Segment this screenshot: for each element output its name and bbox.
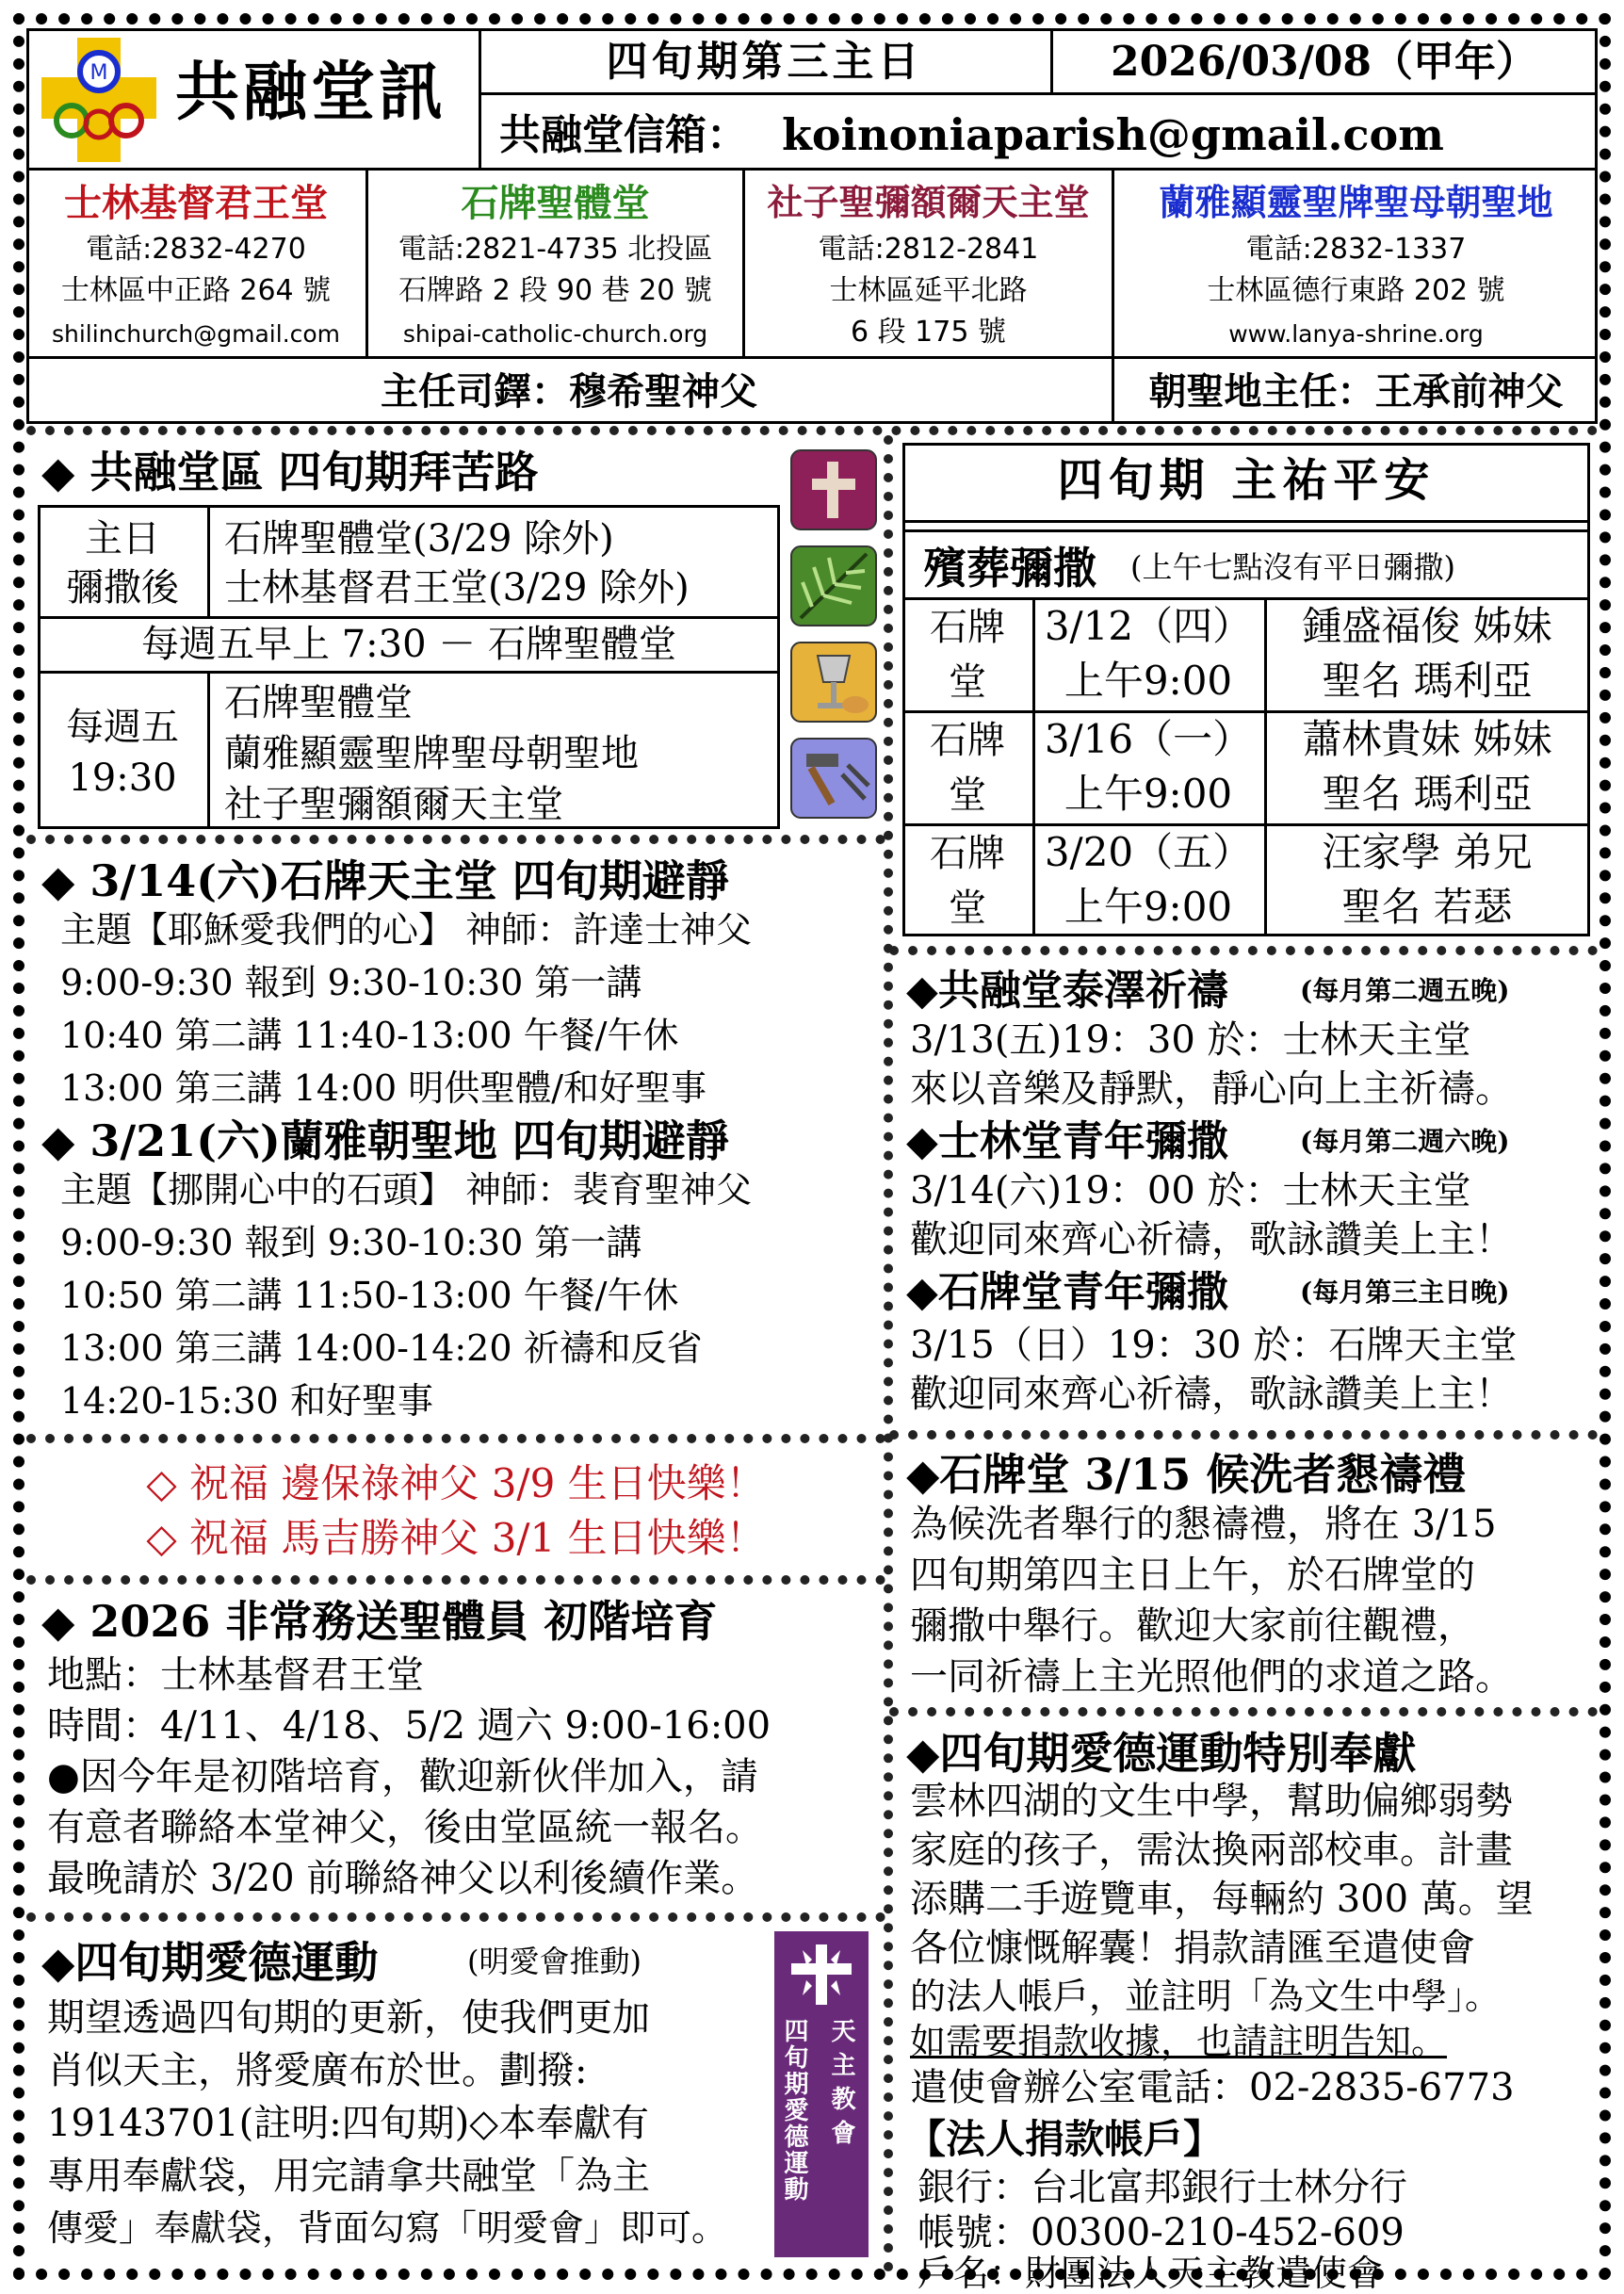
training-note: 有意者聯絡本堂神父，後由堂區統一報名。 <box>47 1806 763 1849</box>
event-heading: ◆石牌堂青年彌撒 <box>906 1268 1228 1316</box>
section-title: ◆石牌堂 3/15 候洗者懇禱禮 <box>906 1449 1467 1500</box>
funeral-place: 石牌 <box>930 832 1005 875</box>
catechumen-text: 為候洗者舉行的懇禱禮，將在 3/15 <box>910 1503 1497 1546</box>
training-time: 時間：4/11、4/18、5/2 週六 9:00-16:00 <box>47 1704 771 1748</box>
church-name: 士林基督君王堂 <box>64 181 328 225</box>
section-divider <box>889 1707 1598 1716</box>
catechumen-text: 彌撒中舉行。歡迎大家前往觀禮， <box>910 1604 1475 1648</box>
funeral-time: 上午9:00 <box>1064 771 1233 817</box>
sunday-title: 四旬期第三主日 <box>606 38 923 86</box>
stations-label: 主日 <box>85 517 160 561</box>
funeral-date: 3/12（四） <box>1044 603 1253 649</box>
stations-location: 石牌聖體堂(3/29 除外) <box>224 517 614 561</box>
church-address: 士林區德行東路 202 號 <box>1207 274 1505 307</box>
mailbox-label: 共融堂信箱： <box>499 111 748 159</box>
donation-text: 如需要捐款收據，也請註明告知。 <box>910 2021 1448 2062</box>
event-frequency: (每月第二週五晚) <box>1300 975 1510 1006</box>
event-detail: 歡迎同來齊心祈禱，歌詠讚美上主！ <box>910 1218 1513 1261</box>
section-divider <box>889 1430 1598 1440</box>
account-title: 【法人捐款帳戶】 <box>906 2116 1224 2162</box>
training-note: ●因今年是初階培育，歡迎新伙伴加入，請 <box>47 1755 758 1798</box>
funeral-date: 3/16（一） <box>1044 716 1253 762</box>
newsletter-title: 共融堂訊 <box>175 55 447 130</box>
donation-text: 家庭的孩子，需汰換兩部校車。計畫 <box>910 1829 1513 1872</box>
charity-text: 肖似天主，將愛廣布於世。劃撥: <box>47 2049 588 2092</box>
column-divider <box>884 435 893 2272</box>
bank-name: 銀行：台北富邦銀行士林分行 <box>918 2166 1407 2209</box>
funeral-place: 堂 <box>949 773 986 817</box>
charity-text: 傳愛」奉獻袋，背面勾寫「明愛會」即可。 <box>47 2207 728 2249</box>
main-pastor: 主任司鐸：穆希聖神父 <box>381 369 757 414</box>
charity-text: 期望透過四旬期的更新，使我們更加 <box>47 1996 650 2040</box>
section-title: ◆ 共融堂區 四旬期拜苦路 <box>41 447 539 497</box>
section-title: ◆ 2026 非常務送聖體員 初階培育 <box>41 1596 718 1647</box>
bank-account-number: 帳號：00300-210-452-609 <box>918 2211 1405 2254</box>
mailbox-email[interactable]: koinoniaparish@gmail.com <box>782 109 1444 160</box>
retreat-schedule: 13:00 第三講 14:00-14:20 祈禱和反省 <box>60 1327 703 1369</box>
church-phone: 電話:2821-4735 北投區 <box>398 233 713 266</box>
funeral-place: 堂 <box>949 887 986 930</box>
retreat-schedule: 9:00-9:30 報到 9:30-10:30 第一講 <box>60 1222 642 1263</box>
office-phone: 遣使會辦公室電話：02-2835-6773 <box>910 2066 1515 2109</box>
church-address: 士林區中正路 264 號 <box>60 274 332 307</box>
event-frequency: (每月第二週六晚) <box>1300 1126 1510 1157</box>
section-divider <box>889 946 1598 955</box>
chalice-bread-icon <box>789 641 878 724</box>
event-detail: 歡迎同來齊心祈禱，歌詠讚美上主！ <box>910 1373 1513 1416</box>
deceased-saint-name: 聖名 若瑟 <box>1341 884 1513 930</box>
church-address: 士林區延平北路 <box>829 274 1028 307</box>
deceased-saint-name: 聖名 瑪利亞 <box>1322 658 1533 704</box>
birthday-wish: ◇ 祝福 馬吉勝神父 3/1 生日快樂！ <box>146 1515 766 1561</box>
ashes-cross-icon <box>789 448 878 531</box>
charity-text: 19143701(註明:四旬期)◇本奉獻有 <box>47 2102 650 2145</box>
stations-location: 蘭雅顯靈聖牌聖母朝聖地 <box>224 732 639 775</box>
church-email[interactable]: shilinchurch@gmail.com <box>51 320 341 348</box>
header-separator <box>26 426 1598 435</box>
training-note: 最晚請於 3/20 前聯絡神父以利後續作業。 <box>47 1857 759 1900</box>
stations-label: 19:30 <box>68 757 177 800</box>
event-heading: ◆共融堂泰澤祈禱 <box>906 967 1228 1015</box>
stations-label: 每週五 <box>66 706 179 749</box>
palm-leaf-icon <box>789 545 878 627</box>
church-name: 石牌聖體堂 <box>461 181 650 225</box>
retreat-heading: ◆ 3/14(六)石牌天主堂 四旬期避靜 <box>41 855 729 906</box>
event-detail: 3/13(五)19：30 於：士林天主堂 <box>910 1018 1471 1062</box>
deceased-name: 鍾盛福俊 姊妹 <box>1302 603 1552 649</box>
church-address-2: 6 段 175 號 <box>851 316 1006 349</box>
retreat-schedule: 10:50 第二講 11:50-13:00 午餐/午休 <box>60 1275 679 1316</box>
hammer-nails-icon <box>789 737 878 820</box>
catechumen-text: 四旬期第四主日上午，於石牌堂的 <box>910 1554 1475 1597</box>
retreat-schedule: 13:00 第三講 14:00 明供聖體/和好聖事 <box>60 1067 707 1109</box>
church-phone: 電話:2832-1337 <box>1245 233 1467 266</box>
deceased-name: 汪家學 弟兄 <box>1322 829 1533 875</box>
church-website[interactable]: shipai-catholic-church.org <box>402 320 708 348</box>
funeral-title: 殯葬彌撒 <box>923 543 1096 594</box>
donation-text: 添購二手遊覽車，每輛約 300 萬。望 <box>910 1878 1534 1921</box>
issue-date: 2026/03/08（甲年） <box>1110 38 1538 86</box>
church-name: 蘭雅顯靈聖牌聖母朝聖地 <box>1159 181 1553 223</box>
funeral-place: 石牌 <box>930 606 1005 649</box>
caritas-logo-text: 天主教會 四旬期愛德運動 <box>780 2018 855 2203</box>
event-detail: 3/15（日）19：30 於：石牌天主堂 <box>910 1324 1518 1367</box>
stations-label: 彌撒後 <box>66 566 179 610</box>
section-subtitle: (明愛會推動) <box>467 1944 641 1979</box>
funeral-note: (上午七點沒有平日彌撒) <box>1130 549 1455 585</box>
section-title: ◆四旬期愛德運動 <box>41 1937 379 1988</box>
church-phone: 電話:2832-4270 <box>86 233 306 266</box>
event-detail: 來以音樂及靜默，靜心向上主祈禱。 <box>910 1067 1513 1111</box>
donation-text: 各位慷慨解囊！捐款請匯至遣使會 <box>910 1927 1475 1970</box>
deceased-saint-name: 聖名 瑪利亞 <box>1322 771 1533 817</box>
shrine-pastor: 朝聖地主任：王承前神父 <box>1148 369 1564 414</box>
church-address: 石牌路 2 段 90 巷 20 號 <box>398 274 712 307</box>
catechumen-text: 一同祈禱上主光照他們的求道之路。 <box>910 1655 1513 1699</box>
retreat-heading: ◆ 3/21(六)蘭雅朝聖地 四旬期避靜 <box>41 1115 729 1166</box>
event-detail: 3/14(六)19：00 於：士林天主堂 <box>910 1169 1471 1212</box>
birthday-wish: ◇ 祝福 邊保祿神父 3/9 生日快樂！ <box>146 1460 766 1506</box>
section-divider <box>26 1434 885 1443</box>
funeral-place: 堂 <box>949 660 986 704</box>
funeral-date: 3/20（五） <box>1044 829 1253 875</box>
event-frequency: (每月第三主日晚) <box>1300 1277 1510 1308</box>
retreat-theme: 主題【挪開心中的石頭】 神師：裴育聖神父 <box>60 1169 753 1211</box>
retreat-schedule: 10:40 第二講 11:40-13:00 午餐/午休 <box>60 1015 679 1056</box>
parish-logo <box>34 34 164 166</box>
peace-title: 四旬期 主祐平安 <box>1057 454 1436 507</box>
event-heading: ◆士林堂青年彌撒 <box>906 1117 1228 1165</box>
stations-friday-morning: 每週五早上 7:30 － 石牌聖體堂 <box>141 623 676 666</box>
caritas-logo <box>774 1931 869 2257</box>
retreat-schedule: 9:00-9:30 報到 9:30-10:30 第一講 <box>60 962 642 1003</box>
deceased-name: 蕭林貴妹 姊妹 <box>1302 716 1552 762</box>
section-divider <box>26 1912 885 1922</box>
section-title: ◆四旬期愛德運動特別奉獻 <box>906 1728 1417 1779</box>
charity-text: 專用奉獻袋，用完請拿共融堂「為主 <box>47 2155 650 2198</box>
svg-text:M: M <box>89 61 108 85</box>
funeral-time: 上午9:00 <box>1064 884 1233 930</box>
funeral-time: 上午9:00 <box>1064 658 1233 704</box>
stations-location: 社子聖彌額爾天主堂 <box>224 783 563 826</box>
church-website[interactable]: www.lanya-shrine.org <box>1228 320 1484 348</box>
training-location: 地點：士林基督君王堂 <box>47 1653 424 1697</box>
stations-location: 士林基督君王堂(3/29 除外) <box>224 566 690 610</box>
account-holder: 戶名：財團法人天主教遣使會 <box>918 2253 1384 2294</box>
stations-location: 石牌聖體堂 <box>224 681 413 724</box>
church-name: 社子聖彌額爾天主堂 <box>767 181 1090 223</box>
section-divider <box>26 835 885 844</box>
church-phone: 電話:2812-2841 <box>818 233 1039 266</box>
funeral-place: 石牌 <box>930 719 1005 762</box>
donation-text: 的法人帳戶，並註明「為文生中學」。 <box>910 1976 1502 2017</box>
donation-text: 雲林四湖的文生中學，幫助偏鄉弱勢 <box>910 1780 1513 1823</box>
retreat-schedule: 14:20-15:30 和好聖事 <box>60 1380 433 1422</box>
section-divider <box>26 1575 885 1585</box>
retreat-theme: 主題【耶穌愛我們的心】 神師：許達士神父 <box>60 909 753 951</box>
